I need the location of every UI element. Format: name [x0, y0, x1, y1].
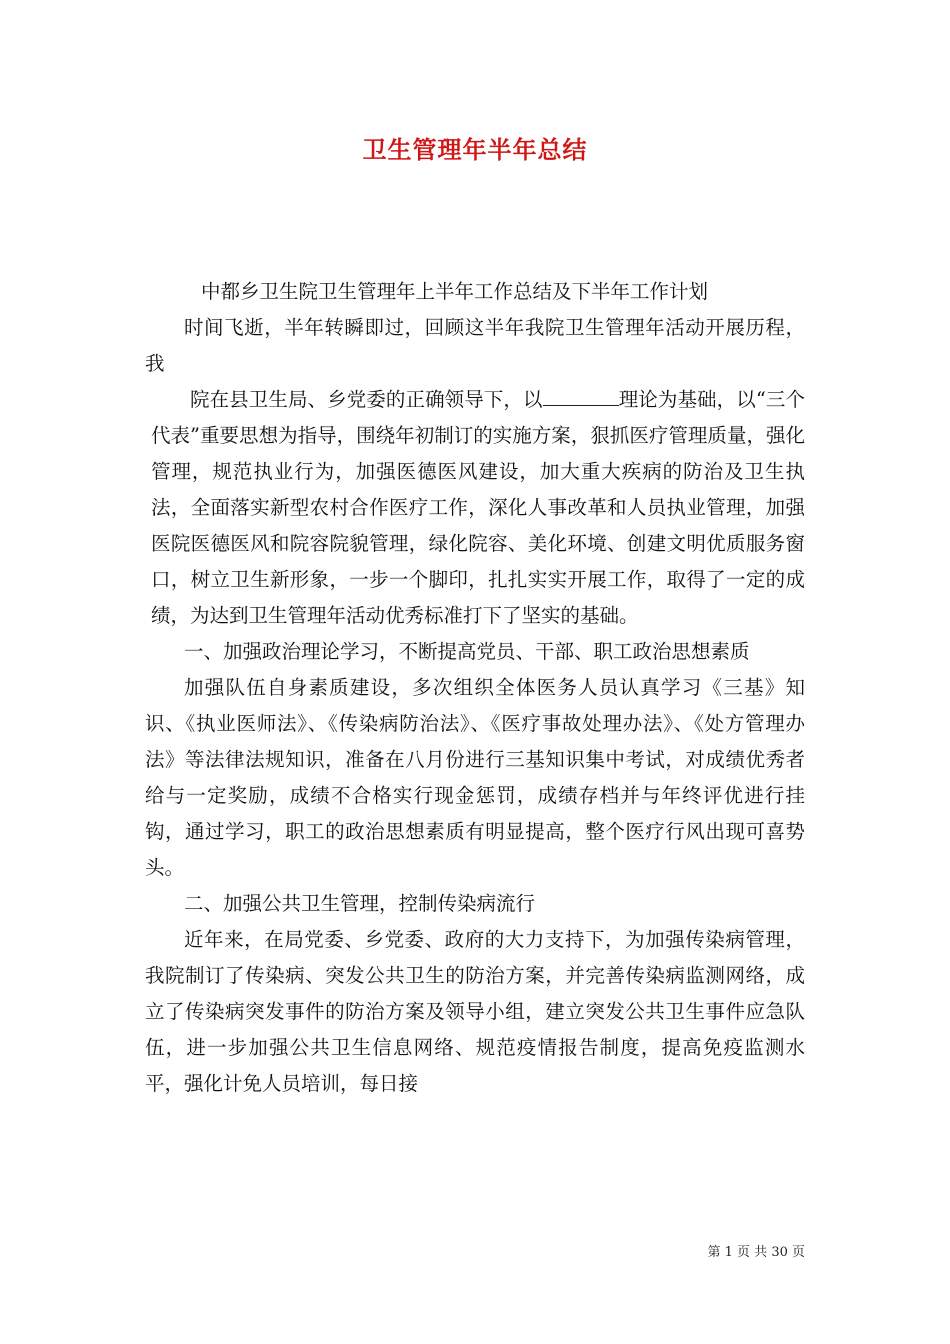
paragraph-section-1: 加强队伍自身素质建设，多次组织全体医务人员认真学习《三基》知识、《执业医师法》、《传染病防治法》、《医疗事故处理办法》、《处方管理办法》等法律法规知识，准备在八月份进行三基知识集中考试，对成绩优秀者给与一定奖励，成绩不合格实行现金惩罚，成绩存档并与年终评优进行挂钩，通过学习，职工的政治思想素质有明显提高，整个医疗行风出现可喜势头。	[145, 676, 805, 879]
section-heading-1: 一、加强政治理论学习，不断提高党员、干部、职工政治思想素质	[184, 640, 750, 663]
paragraph-leadership-start: 院在县卫生局、乡党委的正确领导下，以	[190, 388, 543, 411]
page-number: 第 1 页 共 30 页	[707, 1245, 805, 1260]
paragraph-leadership-rest: 理论为基础，以“三个代表”重要思想为指导，围绕年初制订的实施方案，狠抓医疗管理质量，强化管理，规范执业行为，加强医德医风建设，加大重大疾病的防治及卫生执法，全面落实新型农村合作医疗工作，深化人事改革和人员执业管理，加强医院医德医风和院容院貌管理，绿化院容、美化环境、创建文明优质服务窗口，树立卫生新形象，一步一个脚印，扎扎实实开展工作，取得了一定的成绩，为达到卫生管理年活动优秀标准打下了坚实的基础。	[151, 388, 805, 627]
section-heading-2: 二、加强公共卫生管理，控制传染病流行	[184, 892, 536, 915]
paragraph-section-2: 近年来，在局党委、乡党委、政府的大力支持下，为加强传染病管理，我院制订了传染病、突发公共卫生的防治方案，并完善传染病监测网络，成立了传染病突发事件的防治方案及领导小组，建立突发公共卫生事件应急队伍，进一步加强公共卫生信息网络、规范疫情报告制度，提高免疫监测水平，强化计免人员培训，每日接	[145, 928, 805, 1095]
document-title: 卫生管理年半年总结	[362, 135, 588, 164]
document-body	[145, 274, 805, 1102]
blank-underline	[543, 385, 619, 406]
paragraph-subtitle: 中都乡卫生院卫生管理年上半年工作总结及下半年工作计划	[201, 280, 709, 303]
paragraph-leadership	[145, 382, 805, 634]
paragraph-intro: 时间飞逝，半年转瞬即过，回顾这半年我院卫生管理年活动开展历程，我	[145, 316, 805, 375]
